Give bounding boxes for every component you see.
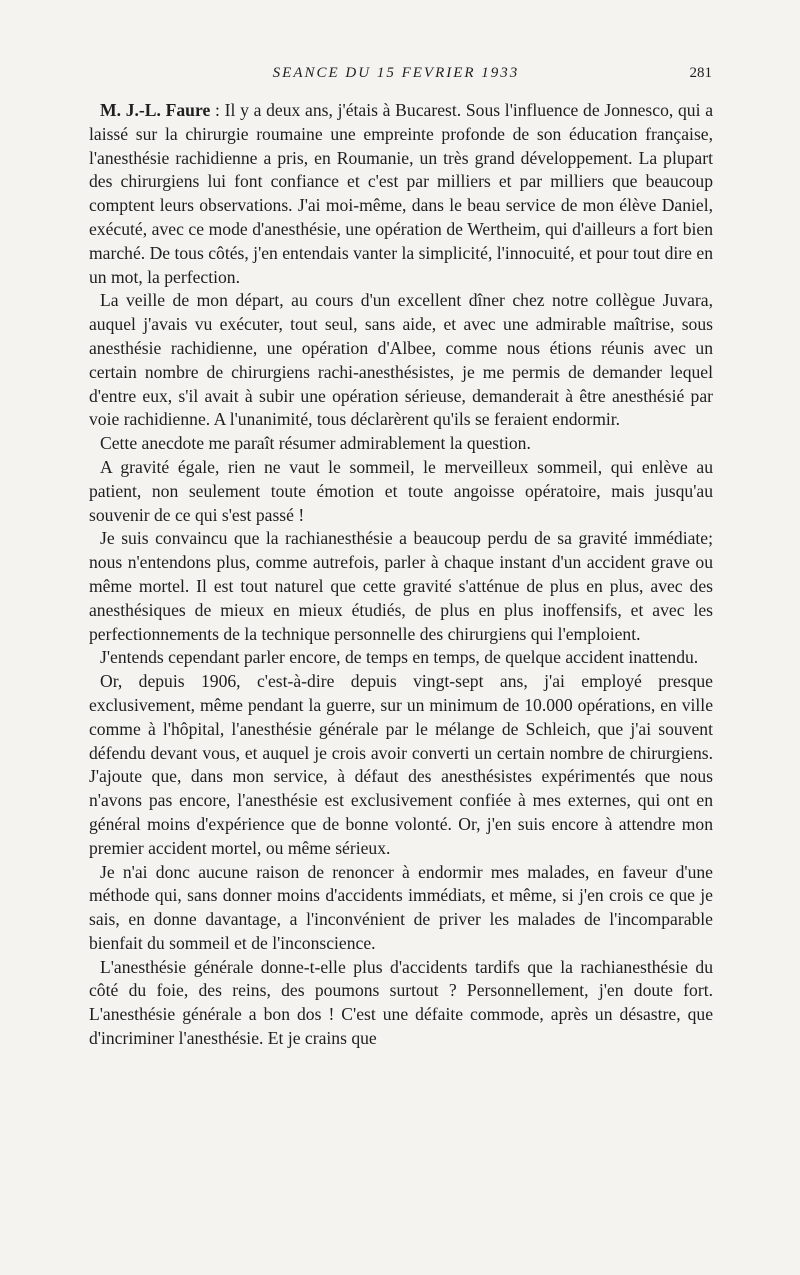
speaker-name: M. J.-L. Faure — [100, 100, 211, 120]
paragraph-9: L'anesthésie générale donne-t-elle plus d'accidents tardifs que la rachianesthésie du côté du foie, des reins, des poumons surtout ? Personnellement, j'en doute fort. L'anesthésie générale a bon dos ! C'est une défaite commode, après un désastre, que d'incriminer l'anesthésie. Et je crains que — [89, 956, 713, 1049]
paragraph-2: La veille de mon départ, au cours d'un excellent dîner chez notre collègue Juvara, auquel j'avais vu exécuter, tout seul, sans aide, et avec une admirable maîtrise, sous anesthésie rachidienne, une opération d'Albee, comme nous étions réunis avec un certain nombre de chirurgiens rachi-anesthésistes, je me permis de demander lequel d'entre eux, s'il avait à subir une opération sérieuse, demanderait à être anesthésié par voie rachidienne. A l'unanimité, tous déclarèrent qu'ils se feraient endormir. — [89, 290, 713, 430]
running-title: SEANCE DU 15 FEVRIER 1933 — [272, 65, 520, 81]
paragraph-8: Je n'ai donc aucune raison de renoncer à endormir mes malades, en faveur d'une méthode qui, sans donner moins d'accidents immédiats, et même, si j'en crois ce que je sais, en donne davantage, a l'inconvénient de priver les malades de l'incomparable bienfait du sommeil et de l'inconscience. — [89, 861, 713, 953]
paragraph-5: Je suis convaincu que la rachianesthésie a beaucoup perdu de sa gravité immédiate; nous n'entendons plus, comme autrefois, parler à chaque instant d'un accident grave ou même mortel. Il est tout naturel que cette gravité s'atténue de plus en plus, avec des anesthésiques de mieux en mieux étudiés, de plus en plus inoffensifs, et avec les perfectionnements de la technique personnelle des chirurgiens qui l'emploient. — [89, 528, 713, 644]
paragraph-7: Or, depuis 1906, c'est-à-dire depuis vingt-sept ans, j'ai employé presque exclusivement, même pendant la guerre, sur un minimum de 10.000 opérations, en ville comme à l'hôpital, l'anesthésie générale par le mélange de Schleich, que j'ai souvent défendu devant vous, et auquel je crois avoir converti un certain nombre de chirurgiens. J'ajoute que, dans mon service, à défaut des anesthésistes expérimentés que nous n'avons pas encore, l'anesthésie est exclusivement confiée à mes externes, qui ont en général moins d'expérience que de bonne volonté. Or, j'en suis encore à attendre mon premier accident mortel, ou même sérieux. — [89, 671, 713, 858]
running-header — [80, 60, 712, 86]
paragraph-3: Cette anecdote me paraît résumer admirablement la question. — [100, 433, 531, 454]
body-text — [89, 99, 713, 1051]
page-number: 281 — [689, 65, 712, 81]
paragraph-1 — [89, 99, 713, 289]
paragraph-1-text: : Il y a deux ans, j'étais à Bucarest. Sous l'influence de Jonnesco, qui a laissé sur la chirurgie roumaine une empreinte profonde de son éducation française, l'anesthésie rachidienne a pris, en Roumanie, un très grand développement. La plupart des chirurgiens lui font confiance et c'est par milliers et par milliers que beaucoup comptent leurs observations. J'ai moi-même, dans le beau service de mon élève Daniel, exécuté, avec ce mode d'anesthésie, une opération de Wertheim, qui d'ailleurs a fort bien marché. De tous côtés, j'en entendais vanter la simplicité, l'innocuité, et pour tout dire en un mot, la perfection. — [89, 100, 714, 287]
paragraph-4: A gravité égale, rien ne vaut le sommeil, le merveilleux sommeil, qui enlève au patient, non seulement toute émotion et toute angoisse opératoire, mais jusqu'au souvenir de ce qui s'est passé ! — [89, 456, 713, 525]
paragraph-6: J'entends cependant parler encore, de temps en temps, de quelque accident inattendu. — [100, 647, 699, 668]
